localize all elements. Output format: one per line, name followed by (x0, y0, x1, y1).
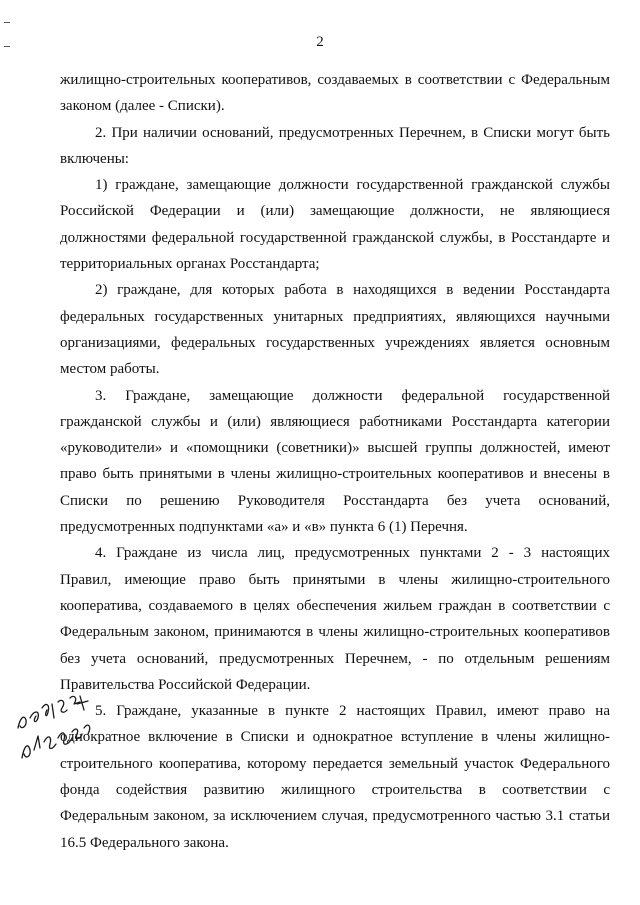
text-line: местом работы. (60, 361, 160, 378)
text-line: федеральных государственных унитарных предприятиях, являющихся научными (60, 308, 610, 325)
paragraph-2-item-1 (60, 172, 610, 277)
text-line: предусмотренных подпунктами «а» и «в» пункта 6 (1) Перечня. (60, 519, 468, 536)
text-line: Списки по решению Руководителя Росстандарта без учета оснований, (60, 492, 610, 509)
text-line: жилищно-строительных кооперативов, создаваемых в соответствии с Федеральным (60, 72, 610, 88)
text-line: гражданской службы и (или) являющиеся работниками Росстандарта категории (60, 413, 610, 430)
paragraph-2 (60, 120, 610, 173)
text-line: Правил, имеющие право быть принятыми в члены жилищно-строительного (60, 571, 610, 588)
text-line: без учета оснований, предусмотренных Перечнем, - по отдельным решениям (60, 650, 610, 667)
paragraph-2-item-2 (60, 277, 610, 382)
text-line: 16.5 Федерального закона. (60, 834, 229, 851)
text-line: строительного кооператива, которому передается земельный участок Федерального (60, 755, 610, 772)
handwritten-annotation (14, 688, 114, 778)
text-line: кооператива, создаваемого в целях обеспечения жильем граждан в соответствии с (60, 597, 610, 614)
text-line: 3. Граждане, замещающие должности федеральной государственной (95, 387, 610, 404)
text-line: Российской Федерации и (или) замещающие должности, не являющиеся (60, 203, 610, 220)
paragraph-5 (60, 698, 610, 856)
scan-mark (4, 22, 10, 23)
text-line: Федеральным законом, принимаются в члены жилищно-строительных кооперативов (60, 624, 610, 641)
text-line: Федеральным законом, за исключением случая, предусмотренного частью 3.1 статьи (60, 808, 610, 825)
text-line: организациями, федеральных государственных учреждениях является основным (60, 334, 610, 351)
text-line: 1) граждане, замещающие должности государственной гражданской службы (95, 177, 610, 194)
text-line: 2) граждане, для которых работа в находящихся в ведении Росстандарта (95, 282, 610, 299)
text-line: законом (далее - Списки). (60, 98, 225, 115)
text-line: 2. При наличии оснований, предусмотренных Перечнем, в Списки могут быть (95, 124, 610, 141)
page-number: 2 (316, 34, 324, 50)
text-line: включены: (60, 150, 129, 167)
text-line: территориальных органах Росстандарта; (60, 256, 320, 273)
paragraph-continuation (60, 67, 610, 120)
paragraph-3 (60, 383, 610, 541)
paragraph-4 (60, 540, 610, 698)
text-line: 5. Граждане, указанные в пункте 2 настоящих Правил, имеют право на (95, 703, 610, 720)
text-line: однократное включение в Списки и однократное вступление в члены жилищно- (60, 729, 610, 746)
text-line: Правительства Российской Федерации. (60, 676, 311, 693)
text-line: «руководители» и «помощники (советники)» высшей группы должностей, имеют (60, 440, 610, 457)
text-line: должностями федеральной государственной гражданской службы, в Росстандарте и (60, 229, 610, 246)
document-body (60, 67, 610, 856)
text-line: 4. Граждане из числа лиц, предусмотренных пунктами 2 - 3 настоящих (95, 545, 610, 562)
text-line: фонда содействия развитию жилищного строительства в соответствии с (60, 782, 610, 799)
text-line: право быть принятыми в члены жилищно-строительных кооперативов и внесены в (60, 466, 610, 483)
